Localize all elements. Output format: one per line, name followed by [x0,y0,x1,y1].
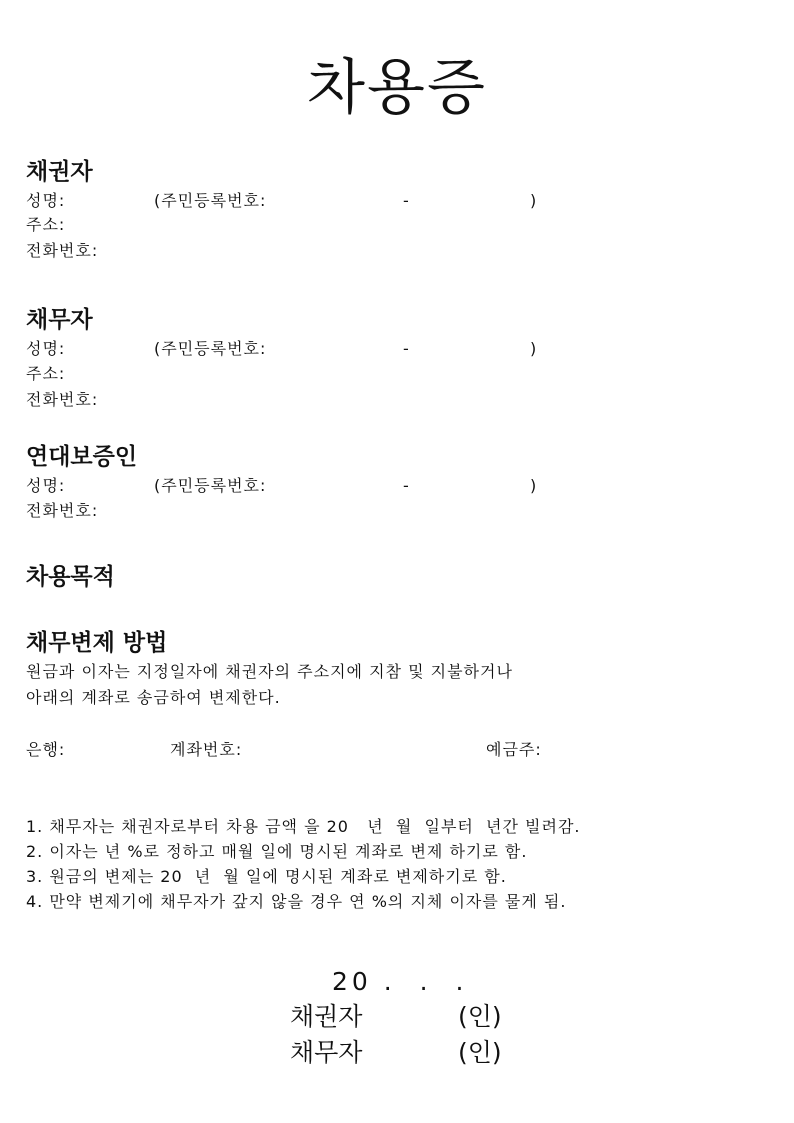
term-item: 2. 이자는 년 %로 정하고 매월 일에 명시된 계좌로 변제 하기로 함. [26,842,528,861]
creditor-seal: (인) [458,1002,502,1031]
creditor-phone-label: 전화번호: [26,241,99,260]
creditor-rrn-dash: - [403,191,410,210]
guarantor-name-label: 성명: [26,476,66,495]
debtor-rrn-close: ) [530,339,538,358]
repayment-heading: 채무변제 방법 [26,630,168,656]
creditor-signature-label: 채권자 [290,1002,363,1031]
creditor-heading: 채권자 [26,159,93,185]
guarantor-rrn-label: (주민등록번호: [154,476,267,495]
guarantor-rrn-close: ) [530,476,538,495]
debtor-address-label: 주소: [26,364,66,383]
debtor-name-label: 성명: [26,339,66,358]
creditor-rrn-close: ) [530,191,538,210]
debtor-seal: (인) [458,1038,502,1067]
bank-label: 은행: [26,740,66,759]
document-title: 차용증 [307,53,487,123]
account-number-label: 계좌번호: [170,740,243,759]
debtor-rrn-dash: - [403,339,410,358]
signature-date: 20 . . . [332,967,468,996]
creditor-rrn-label: (주민등록번호: [154,191,267,210]
repayment-line-1: 원금과 이자는 지정일자에 채권자의 주소지에 지참 및 지불하거나 [26,662,513,681]
debtor-phone-label: 전화번호: [26,390,99,409]
account-holder-label: 예금주: [486,740,542,759]
purpose-heading: 차용목적 [26,564,115,590]
debtor-heading: 채무자 [26,307,93,333]
creditor-name-label: 성명: [26,191,66,210]
debtor-rrn-label: (주민등록번호: [154,339,267,358]
term-item: 1. 채무자는 채권자로부터 차용 금액 을 20 년 월 일부터 년간 빌려감. [26,817,581,836]
guarantor-rrn-dash: - [403,476,410,495]
creditor-address-label: 주소: [26,215,66,234]
repayment-line-2: 아래의 계좌로 송금하여 변제한다. [26,688,281,707]
term-item: 3. 원금의 변제는 20 년 월 일에 명시된 계좌로 변제하기로 함. [26,867,507,886]
debtor-signature-label: 채무자 [290,1038,363,1067]
term-item: 4. 만약 변제기에 채무자가 갚지 않을 경우 연 %의 지체 이자를 물게 됨. [26,892,567,911]
guarantor-phone-label: 전화번호: [26,501,99,520]
guarantor-heading: 연대보증인 [26,444,138,470]
